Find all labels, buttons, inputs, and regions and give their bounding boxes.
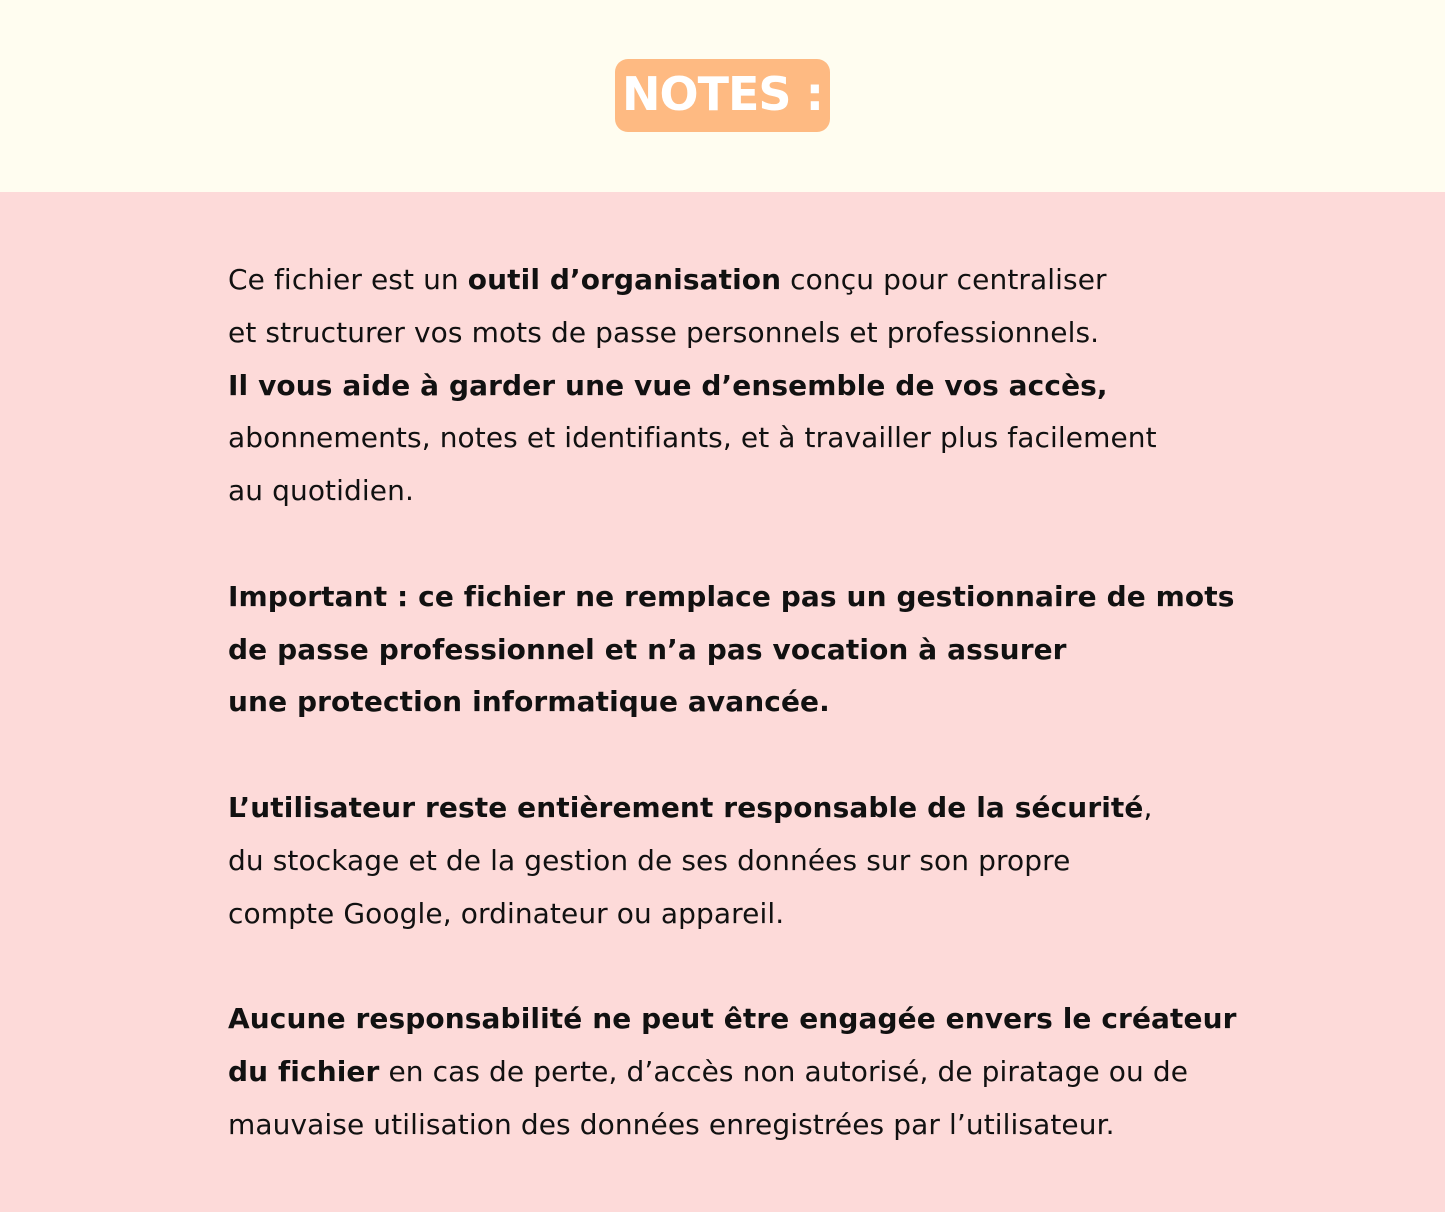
bold-text-segment: Il vous aide à garder une vue d’ensemble de vos accès,: [228, 368, 1108, 402]
paragraph-line: [228, 835, 1228, 888]
text-segment: mauvaise utilisation des données enregistrées par l’utilisateur.: [228, 1107, 1115, 1141]
text-segment: et structurer vos mots de passe personnels et professionnels.: [228, 315, 1100, 349]
bold-text-segment: Aucune responsabilité ne peut être engagée envers le créateur: [228, 1002, 1237, 1036]
paragraph-line: [228, 624, 1228, 677]
paragraph-line: [228, 360, 1228, 413]
bold-text-segment: Important : ce fichier ne remplace pas un gestionnaire de mots: [228, 579, 1235, 613]
text-segment: au quotidien.: [228, 474, 414, 508]
paragraph-line: [228, 1046, 1228, 1099]
notes-text-block: [228, 254, 1237, 1152]
text-segment: Ce fichier est un: [228, 263, 468, 296]
paragraph-line: [228, 412, 1228, 465]
notes-paragraph: [228, 254, 1228, 518]
bold-text-segment: du fichier: [228, 1054, 380, 1088]
paragraph-line: [228, 888, 1228, 941]
paragraph-line: [228, 307, 1228, 360]
text-segment: ,: [1143, 790, 1153, 824]
paragraph-line: [228, 254, 1228, 307]
notes-content-area: [0, 192, 1445, 1212]
notes-paragraph: [228, 993, 1237, 1151]
bold-text-segment: outil d’organisation: [467, 263, 782, 296]
bold-text-segment: L’utilisateur reste entièrement responsable de la sécurité: [228, 790, 1144, 824]
paragraph-line: [228, 782, 1228, 835]
paragraph-line: [228, 571, 1235, 624]
bold-text-segment: de passe professionnel et n’a pas vocation à assurer: [228, 632, 1067, 666]
paragraph-line: [228, 465, 1228, 518]
notes-paragraph: [228, 782, 1228, 940]
notes-paragraph: [228, 571, 1235, 729]
text-segment: en cas de perte, d’accès non autorisé, de piratage ou de: [379, 1054, 1189, 1088]
paragraph-line: [228, 993, 1237, 1046]
text-segment: conçu pour centraliser: [781, 263, 1107, 296]
paragraph-line: [228, 1099, 1228, 1152]
text-segment: du stockage et de la gestion de ses données sur son propre: [228, 843, 1071, 877]
header-bar: [0, 0, 1445, 192]
text-segment: compte Google, ordinateur ou appareil.: [228, 896, 785, 930]
bold-text-segment: une protection informatique avancée.: [228, 685, 830, 719]
text-segment: abonnements, notes et identifiants, et à travailler plus facilement: [228, 421, 1157, 455]
notes-title-badge: NOTES :: [615, 59, 830, 132]
paragraph-line: [228, 676, 1228, 729]
